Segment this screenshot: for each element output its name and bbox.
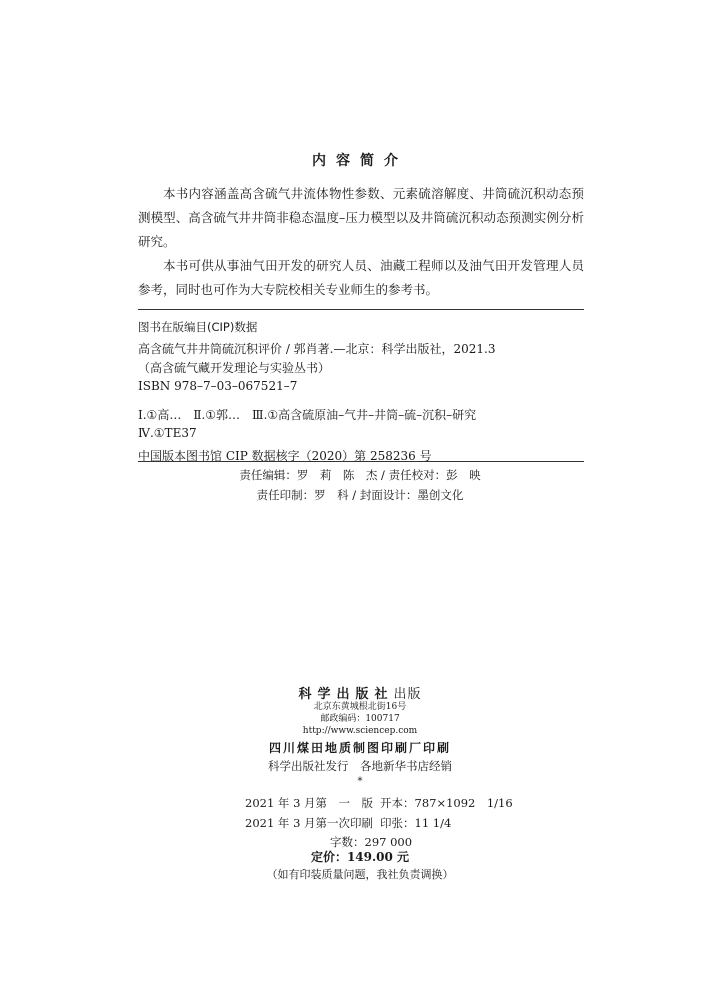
printer-line: 四川煤田地质制图印刷厂印刷: [268, 741, 451, 755]
cip-classification: Ⅰ.①高… Ⅱ.①郭… Ⅲ.①高含硫原油–气井–井筒–硫–沉积–研究: [138, 407, 477, 422]
spec-row: [0, 794, 720, 814]
price: 定价：149.00 元: [310, 850, 410, 864]
edition-info: 2021 年 3 月第 一 版: [245, 796, 374, 810]
publisher-address: 北京东黄城根北街16号: [313, 702, 407, 712]
quality-note: （如有印装质量问题，我社负责调换）: [266, 868, 454, 881]
cip-line: 高含硫气井井筒硫沉积评价 / 郭肖著.—北京：科学出版社，2021.3: [138, 342, 496, 356]
printing-info: 2021 年 3 月第一次印刷: [245, 815, 374, 830]
sheets-info: 印张：11 1/4: [380, 815, 452, 830]
separator-star: *: [357, 776, 363, 787]
publisher-name-suffix: 出版: [393, 687, 422, 702]
cip-heading: 图书在版编目(CIP)数据: [138, 320, 258, 334]
wordcount-info: 字数：297 000: [330, 835, 413, 849]
summary-title: 内容简介: [312, 153, 408, 169]
cip-bottom-rule: [138, 461, 584, 462]
summary-body: [138, 182, 584, 302]
cip-line: ISBN 978–7–03–067521–7: [138, 379, 298, 393]
cip-verification: 中国版本图书馆 CIP 数据核字（2020）第 258236 号: [138, 448, 432, 463]
format-info: 开本：787×1092 1/16: [380, 796, 513, 810]
cip-classification: Ⅳ.①TE37: [138, 426, 197, 440]
publisher-url: http://www.sciencep.com: [302, 726, 418, 736]
publisher-postcode: 邮政编码：100717: [320, 714, 400, 724]
publisher-name-text: 科学出版社: [298, 687, 394, 702]
distribution-line: 科学出版社发行 各地新华书店经销: [268, 759, 452, 773]
cip-top-rule: [138, 309, 584, 310]
spec-row: [0, 814, 720, 834]
cip-block: [138, 340, 584, 465]
summary-paragraph: 本书内容涵盖高含硫气井流体物性参数、元素硫溶解度、井筒硫沉积动态预测模型、高含硫气井井筒非稳态温度–压力模型以及井筒硫沉积动态预测实例分析研究。: [138, 186, 584, 249]
summary-paragraph: 本书可供从事油气田开发的研究人员、油藏工程师以及油气田开发管理人员参考，同时也可作为大专院校相关专业师生的参考书。: [138, 258, 584, 297]
credits-line: 责任编辑：罗 莉 陈 杰 / 责任校对：彭 映: [239, 468, 481, 482]
spec-block: [0, 794, 720, 853]
cip-line: （高含硫气藏开发理论与实验丛书）: [138, 360, 331, 375]
credits-line: 责任印制：罗 科 / 封面设计：墨创文化: [256, 488, 464, 502]
publisher-name: [0, 683, 720, 702]
